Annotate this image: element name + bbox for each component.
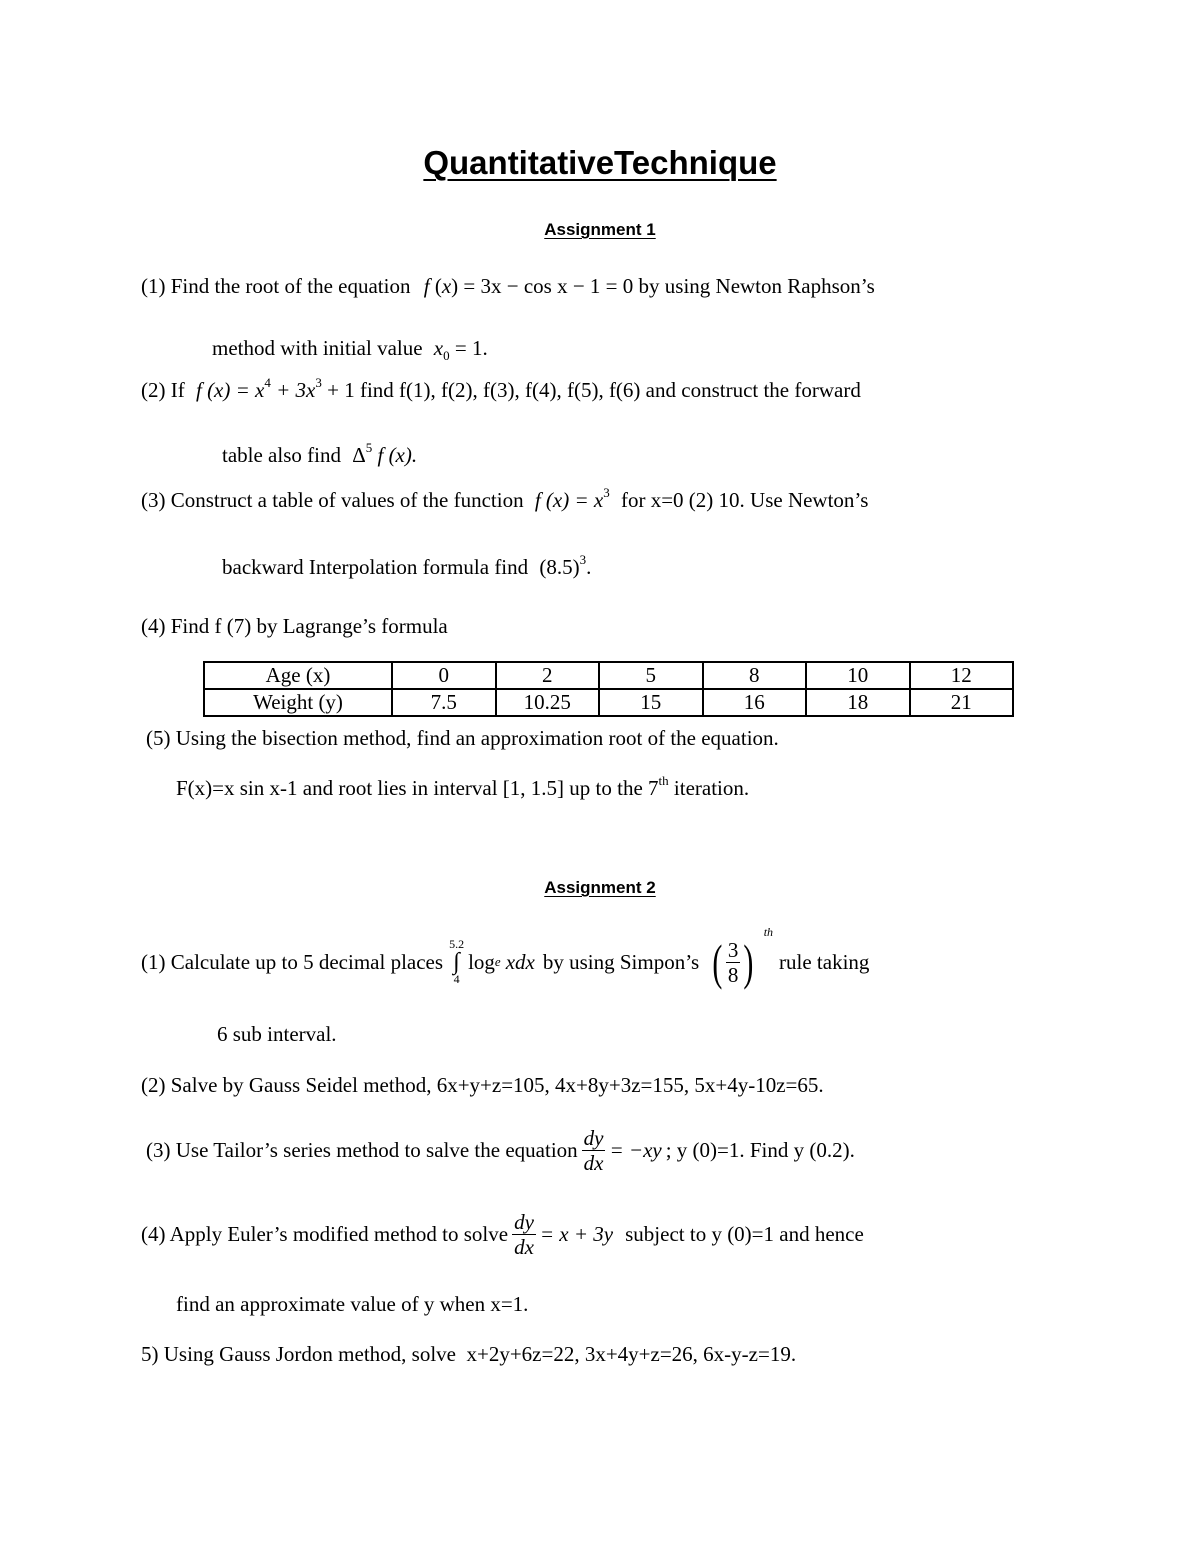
left-paren-icon: ( <box>712 934 723 990</box>
question-text: by using Newton Raphson’s <box>638 274 875 298</box>
equation <box>424 274 634 298</box>
function-symbol: f <box>423 274 430 298</box>
assignment-1-heading: Assignment 1 <box>544 220 656 239</box>
a2-question-4-line-2: find an approximate value of y when x=1. <box>176 1292 529 1316</box>
question-text: backward Interpolation formula find <box>222 555 529 579</box>
initial-variable: x <box>433 336 444 360</box>
initial-value: = 1. <box>454 336 488 360</box>
question-text: Find the root of the equation <box>170 274 411 298</box>
table-cell: 8 <box>703 662 807 689</box>
integral-sign-icon: ∫ <box>453 949 460 975</box>
table-cell: Weight (y) <box>204 689 392 716</box>
numerator: dy <box>514 1209 534 1234</box>
integral <box>449 938 464 986</box>
paren: ( <box>434 274 442 298</box>
question-text: ; y (0)=1. Find y (0.2). <box>665 1137 855 1162</box>
question-text: by using Simpon’s <box>542 949 700 974</box>
paren: ) <box>451 274 459 298</box>
question-text: F(x)=x sin x-1 and root lies in interval [1, 1.5] up to the 7 <box>176 776 659 800</box>
question-text: find f(1), f(2), f(3), f(4), f(5), f(6) and construct the forward <box>359 378 861 402</box>
table-cell: 21 <box>910 689 1014 716</box>
a2-question-1-line-2: 6 sub interval. <box>217 1022 337 1046</box>
equation-body: = 3x − cos x − 1 = 0 <box>463 274 634 298</box>
table-cell: 7.5 <box>392 689 496 716</box>
exponent: 3 <box>579 552 587 567</box>
derivative-fraction <box>512 1210 536 1259</box>
denominator: dx <box>514 1234 534 1259</box>
question-number: (1) <box>141 274 166 298</box>
upper-limit: 5.2 <box>449 937 465 951</box>
a2-question-2: (2) Salve by Gauss Seidel method, 6x+y+z=105, 4x+8y+3z=155, 5x+4y-10z=65. <box>141 1073 824 1097</box>
table-cell: 15 <box>599 689 703 716</box>
question-number: (3) <box>141 488 166 512</box>
period: . <box>586 555 592 579</box>
table-cell: 10.25 <box>496 689 600 716</box>
table-cell: 12 <box>910 662 1014 689</box>
equation: + 3x <box>276 378 316 402</box>
superscript: th <box>658 773 669 788</box>
a1-question-2-line-1 <box>141 375 861 403</box>
a2-question-3 <box>146 1123 855 1177</box>
equation: = x + 3y <box>539 1221 614 1246</box>
question-text: table also find <box>222 443 341 467</box>
table-row <box>204 662 1013 689</box>
table-cell: 0 <box>392 662 496 689</box>
denominator: dx <box>583 1150 604 1175</box>
a1-question-5-line-2 <box>176 773 750 801</box>
a2-question-1-line-1: (1) Calculate up to 5 decimal places 5.2 ∫ 4 log e xdx by using Simpon’s ( $\frac{3}{8}$ ) th rule taking <box>141 925 870 990</box>
delta-symbol: Δ <box>352 443 366 467</box>
exponent: 4 <box>264 375 271 390</box>
fraction <box>726 938 741 987</box>
a1-question-3-line-2 <box>222 552 592 580</box>
numerator: 3 <box>727 937 739 962</box>
log: log <box>468 949 495 974</box>
question-text: Construct a table of values of the function <box>170 488 524 512</box>
question-text: (3) Use Tailor’s series method to salve the equation <box>146 1137 578 1162</box>
question-text: method with initial value <box>212 336 423 360</box>
denominator: 8 <box>727 962 739 987</box>
subscript: 0 <box>443 348 450 363</box>
table-cell: 5 <box>599 662 703 689</box>
lagrange-data-table <box>203 661 1014 717</box>
a1-question-1-line-1 <box>141 274 875 299</box>
table-cell: 2 <box>496 662 600 689</box>
integrand: xdx <box>505 949 535 974</box>
question-text: iteration. <box>673 776 750 800</box>
a2-question-4-line-1 <box>141 1207 864 1261</box>
derivative-fraction <box>582 1126 606 1175</box>
variable: x <box>441 274 452 298</box>
assignment-2-heading: Assignment 2 <box>544 878 656 897</box>
right-paren-icon: ) <box>743 934 754 990</box>
question-number: (2) If <box>141 378 185 402</box>
question-text: rule taking <box>779 949 870 974</box>
a1-question-1-line-2 <box>212 336 488 361</box>
equation: + 1 <box>327 378 355 402</box>
superscript: th <box>763 925 774 939</box>
table-cell: Age (x) <box>204 662 392 689</box>
equation: f (x) = x <box>195 378 265 402</box>
exponent: 3 <box>315 375 322 390</box>
question-text: (1) Calculate up to 5 decimal places <box>141 949 444 974</box>
table-row <box>204 689 1013 716</box>
value: (8.5) <box>539 555 580 579</box>
equation: f (x) = x <box>534 488 604 512</box>
a1-question-2-line-2 <box>222 440 418 468</box>
lower-limit: 4 <box>453 972 460 986</box>
table-cell: 18 <box>806 689 910 716</box>
question-text: (4) Apply Euler’s modified method to solve <box>141 1221 509 1246</box>
numerator: dy <box>583 1125 604 1150</box>
question-text: for x=0 (2) 10. Use Newton’s <box>620 488 869 512</box>
a1-question-3-line-1 <box>141 485 869 513</box>
a1-question-5-line-1: (5) Using the bisection method, find an approximation root of the equation. <box>146 726 779 750</box>
exponent: 3 <box>603 485 610 500</box>
a1-question-4: (4) Find f (7) by Lagrange’s formula <box>141 614 448 638</box>
a2-question-5: 5) Using Gauss Jordon method, solve x+2y+6z=22, 3x+4y+z=26, 6x-y-z=19. <box>141 1342 797 1366</box>
question-text: subject to y (0)=1 and hence <box>625 1221 864 1246</box>
table-cell: 16 <box>703 689 807 716</box>
equation: = −xy <box>609 1137 662 1162</box>
exponent: 5 <box>365 440 373 455</box>
table-cell: 10 <box>806 662 910 689</box>
document-title: QuantitativeTechnique <box>423 144 777 181</box>
simpson-fraction <box>709 925 774 990</box>
equation: f (x). <box>377 443 418 467</box>
